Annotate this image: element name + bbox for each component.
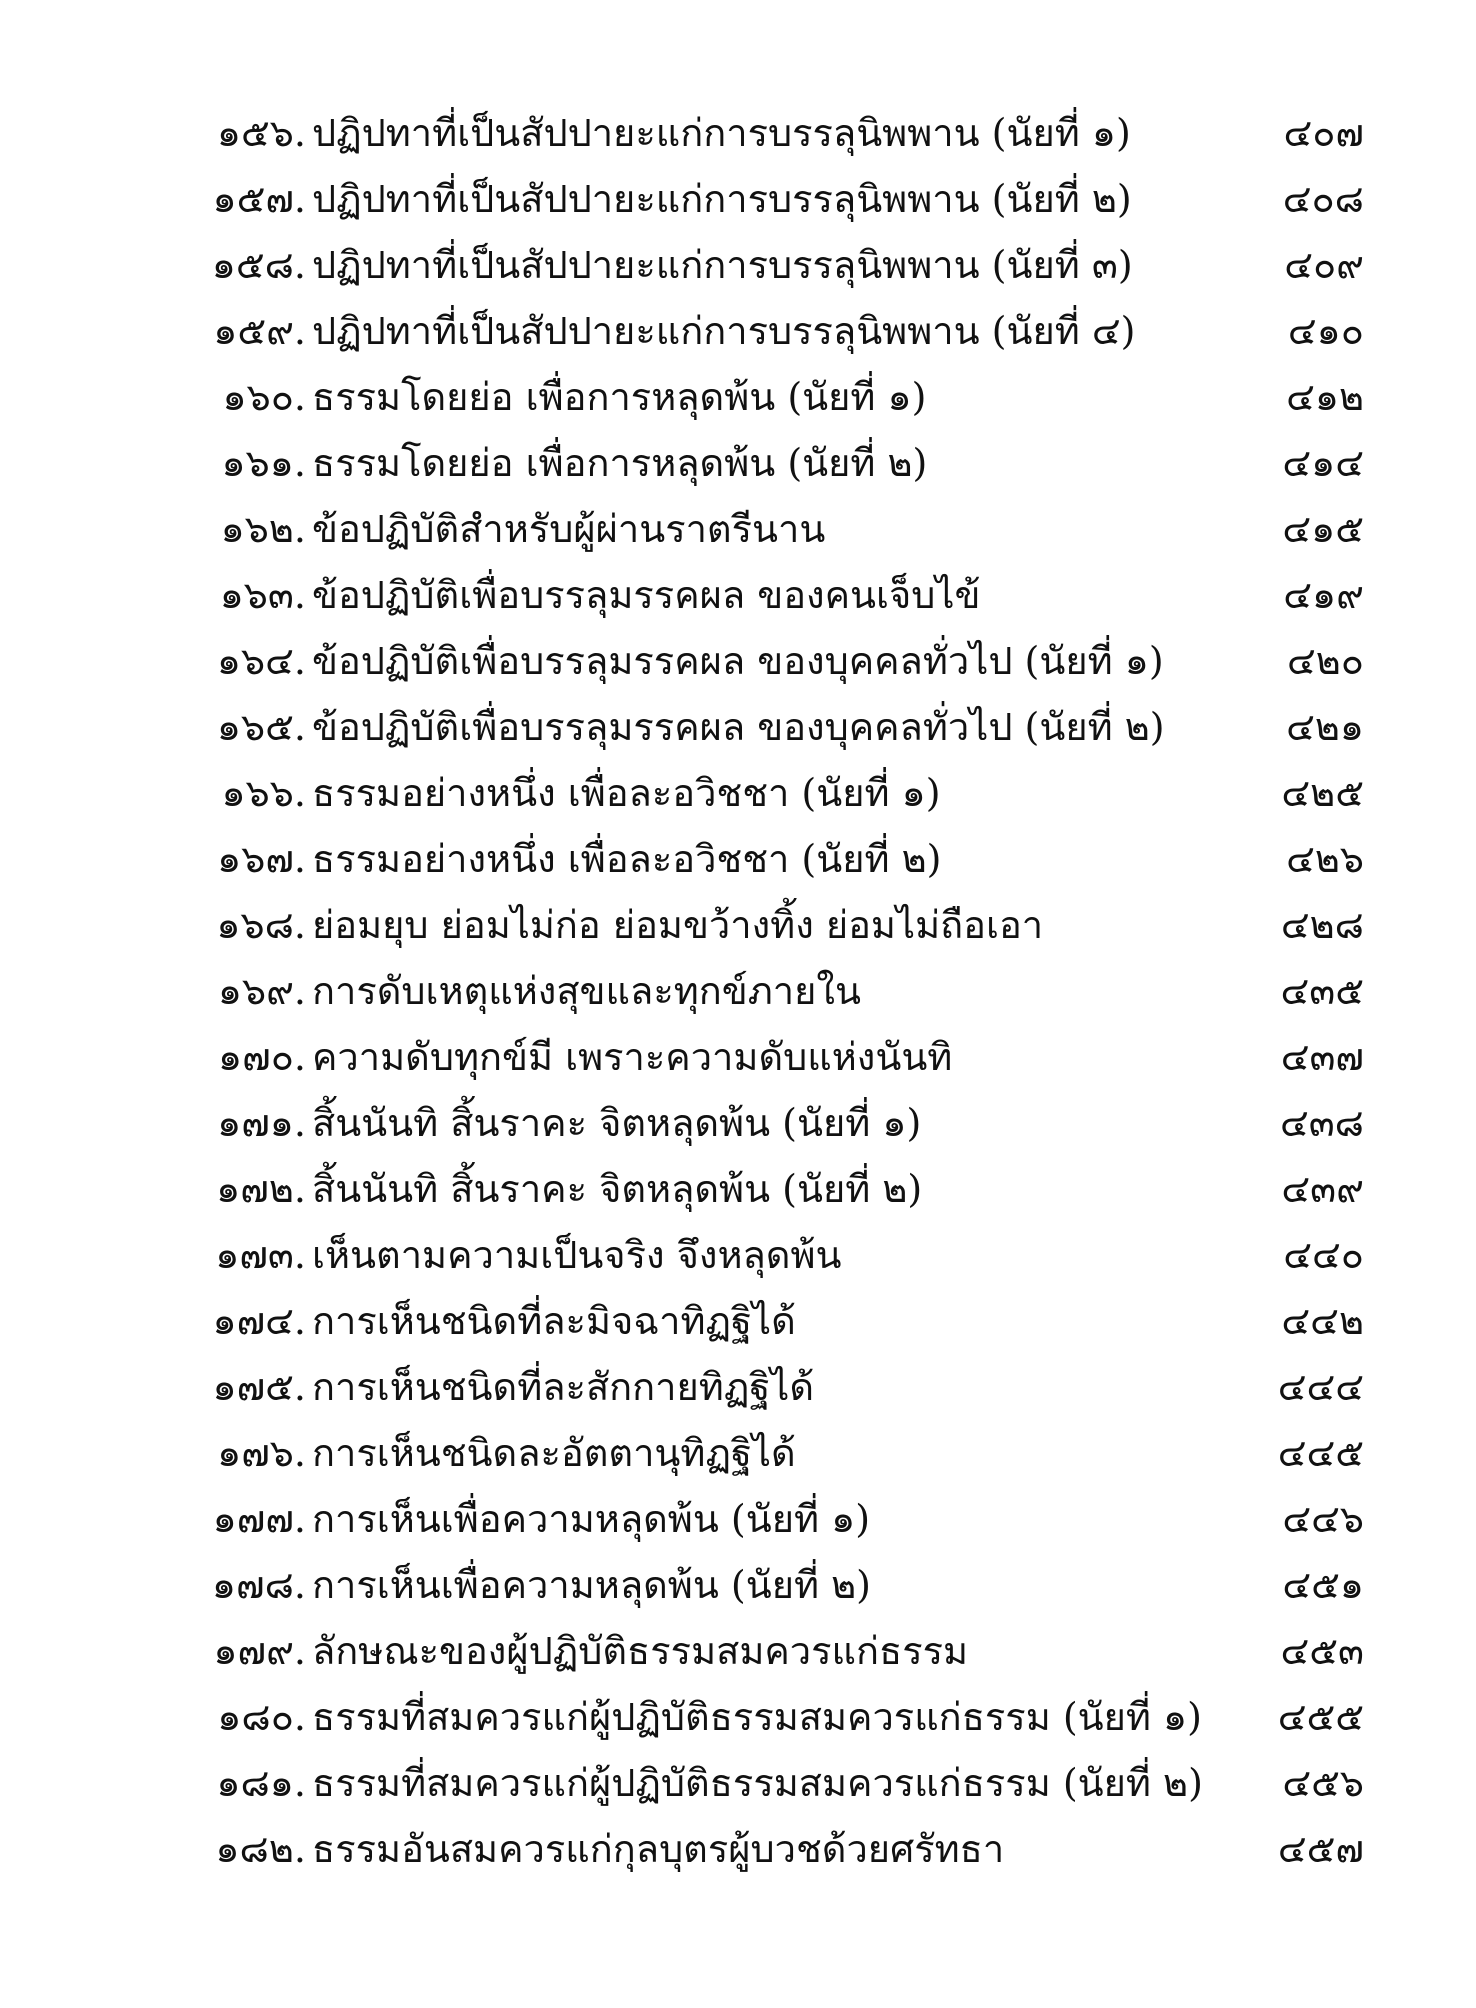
toc-entry-title: ข้อปฏิบัติเพื่อบรรลุมรรคผล ของคนเจ็บไข้ (312, 573, 981, 617)
toc-entry (0, 1618, 1476, 1684)
toc-entry-title: ธรรมที่สมควรแก่ผู้ปฏิบัติธรรมสมควรแก่ธรรม (นัยที่ ๒) (312, 1761, 1203, 1805)
toc-entry-title: การดับเหตุแห่งสุขและทุกข์ภายใน (312, 969, 861, 1013)
toc-entry-number: ๑๘๒. (215, 1827, 306, 1871)
toc-entry (0, 1420, 1476, 1486)
toc-entry-page-number: ๔๕๗ (1277, 1827, 1364, 1871)
toc-entry (0, 1354, 1476, 1420)
toc-entry-number: ๑๕๗. (212, 177, 306, 221)
toc-entry-number: ๑๗๕. (212, 1365, 306, 1409)
toc-entry-number: ๑๖๒. (220, 507, 306, 551)
toc-entry-title: ข้อปฏิบัติเพื่อบรรลุมรรคผล ของบุคคลทั่วไป (นัยที่ ๑) (312, 639, 1164, 683)
toc-entry-page-number: ๔๔๖ (1282, 1497, 1364, 1541)
toc-entry-number: ๑๘๐. (217, 1695, 306, 1739)
toc-entry-number: ๑๗๙. (213, 1629, 306, 1673)
toc-entry-page-number: ๔๑๔ (1282, 441, 1364, 485)
toc-entry-number: ๑๖๖. (221, 771, 306, 815)
toc-entry-title: ปฏิปทาที่เป็นสัปปายะแก่การบรรลุนิพพาน (นัยที่ ๔) (312, 309, 1136, 353)
toc-entry (0, 1486, 1476, 1552)
toc-entry-title: การเห็นเพื่อความหลุดพ้น (นัยที่ ๒) (312, 1563, 871, 1607)
toc-entry-number: ๑๘๑. (216, 1761, 306, 1805)
toc-entry-page-number: ๔๓๘ (1279, 1101, 1364, 1145)
toc-entry (0, 166, 1476, 232)
toc-entry-title: ปฏิปทาที่เป็นสัปปายะแก่การบรรลุนิพพาน (นัยที่ ๓) (312, 243, 1133, 287)
toc-entry (0, 1222, 1476, 1288)
toc-entry-number: ๑๕๖. (216, 111, 306, 155)
toc-entry-title: ธรรมที่สมควรแก่ผู้ปฏิบัติธรรมสมควรแก่ธรรม (นัยที่ ๑) (312, 1695, 1202, 1739)
toc-entry (0, 364, 1476, 430)
toc-entry-title: ปฏิปทาที่เป็นสัปปายะแก่การบรรลุนิพพาน (นัยที่ ๒) (312, 177, 1132, 221)
toc-entry-page-number: ๔๕๓ (1280, 1629, 1364, 1673)
toc-entry-number: ๑๕๙. (213, 309, 306, 353)
toc-entry (0, 562, 1476, 628)
toc-entry-title: ปฏิปทาที่เป็นสัปปายะแก่การบรรลุนิพพาน (นัยที่ ๑) (312, 111, 1131, 155)
toc-entry-title: สิ้นนันทิ สิ้นราคะ จิตหลุดพ้น (นัยที่ ๒) (312, 1167, 923, 1211)
toc-entry-title: การเห็นชนิดละอัตตานุทิฏฐิได้ (312, 1431, 796, 1475)
toc-entry-number: ๑๗๔. (212, 1299, 306, 1343)
toc-entry-number: ๑๗๒. (216, 1167, 306, 1211)
toc-entry-number: ๑๗๗. (212, 1497, 306, 1541)
toc-entry-number: ๑๖๐. (222, 375, 306, 419)
toc-entry-page-number: ๔๑๒ (1286, 375, 1364, 419)
toc-entry-page-number: ๔๓๙ (1281, 1167, 1364, 1211)
toc-entry-number: ๑๖๗. (217, 837, 306, 881)
toc-entry-number: ๑๗๑. (217, 1101, 306, 1145)
toc-entry-title: ธรรมอย่างหนึ่ง เพื่อละอวิชชา (นัยที่ ๒) (312, 837, 942, 881)
toc-entry-page-number: ๔๕๑ (1282, 1563, 1364, 1607)
toc-entry-page-number: ๔๔๒ (1281, 1299, 1364, 1343)
toc-entry-page-number: ๔๒๕ (1281, 771, 1364, 815)
toc-entry (0, 1750, 1476, 1816)
toc-entry (0, 100, 1476, 166)
toc-entry-number: ๑๖๙. (217, 969, 306, 1013)
toc-entry (0, 430, 1476, 496)
toc-entry (0, 1024, 1476, 1090)
toc-entry (0, 892, 1476, 958)
toc-entry-number: ๑๗๓. (215, 1233, 306, 1277)
toc-entry-number: ๑๕๘. (211, 243, 306, 287)
toc-entry-page-number: ๔๓๗ (1280, 1035, 1364, 1079)
toc-entry-title: ธรรมโดยย่อ เพื่อการหลุดพ้น (นัยที่ ๑) (312, 375, 927, 419)
toc-entry (0, 760, 1476, 826)
toc-entry-title: ลักษณะของผู้ปฏิบัติธรรมสมควรแก่ธรรม (312, 1629, 969, 1673)
toc-entry-page-number: ๔๐๗ (1283, 111, 1364, 155)
table-of-contents (0, 100, 1476, 1882)
toc-entry-page-number: ๔๔๔ (1277, 1365, 1364, 1409)
toc-entry (0, 1156, 1476, 1222)
toc-entry-title: ธรรมอย่างหนึ่ง เพื่อละอวิชชา (นัยที่ ๑) (312, 771, 941, 815)
toc-entry-number: ๑๗๐. (218, 1035, 306, 1079)
toc-entry (0, 1288, 1476, 1354)
toc-entry-page-number: ๔๔๐ (1283, 1233, 1364, 1277)
toc-entry (0, 628, 1476, 694)
toc-entry (0, 958, 1476, 1024)
toc-entry-page-number: ๔๒๐ (1286, 639, 1364, 683)
toc-entry-title: ธรรมอันสมควรแก่กุลบุตรผู้บวชด้วยศรัทธา (312, 1827, 1005, 1871)
toc-entry-page-number: ๔๒๘ (1280, 903, 1364, 947)
toc-entry-page-number: ๔๒๑ (1286, 705, 1364, 749)
toc-entry (0, 496, 1476, 562)
toc-entry-page-number: ๔๐๘ (1282, 177, 1364, 221)
toc-entry-page-number: ๔๐๙ (1284, 243, 1364, 287)
toc-entry-title: การเห็นชนิดที่ละสักกายทิฏฐิได้ (312, 1365, 815, 1409)
toc-entry-number: ๑๖๔. (216, 639, 306, 683)
toc-entry-page-number: ๔๔๕ (1277, 1431, 1364, 1475)
toc-entry-title: การเห็นชนิดที่ละมิจฉาทิฏฐิได้ (312, 1299, 796, 1343)
toc-entry (0, 298, 1476, 364)
toc-entry-title: สิ้นนันทิ สิ้นราคะ จิตหลุดพ้น (นัยที่ ๑) (312, 1101, 922, 1145)
toc-entry-title: ข้อปฏิบัติเพื่อบรรลุมรรคผล ของบุคคลทั่วไป (นัยที่ ๒) (312, 705, 1165, 749)
toc-entry-title: เห็นตามความเป็นจริง จึงหลุดพ้น (312, 1233, 842, 1277)
toc-entry-page-number: ๔๑๙ (1283, 573, 1364, 617)
toc-entry-page-number: ๔๑๐ (1287, 309, 1364, 353)
toc-entry (0, 1552, 1476, 1618)
toc-entry-page-number: ๔๕๖ (1282, 1761, 1364, 1805)
toc-entry-number: ๑๗๖. (217, 1431, 306, 1475)
toc-entry (0, 1090, 1476, 1156)
toc-entry (0, 1684, 1476, 1750)
toc-entry-number: ๑๖๘. (216, 903, 306, 947)
toc-entry-page-number: ๔๕๕ (1277, 1695, 1364, 1739)
toc-entry-title: การเห็นเพื่อความหลุดพ้น (นัยที่ ๑) (312, 1497, 871, 1541)
toc-entry-title: ข้อปฏิบัติสำหรับผู้ผ่านราตรีนาน (312, 507, 826, 551)
toc-entry-page-number: ๔๑๕ (1282, 507, 1364, 551)
toc-entry (0, 826, 1476, 892)
toc-entry-number: ๑๗๘. (211, 1563, 306, 1607)
toc-entry-number: ๑๖๑. (221, 441, 306, 485)
toc-entry-title: ธรรมโดยย่อ เพื่อการหลุดพ้น (นัยที่ ๒) (312, 441, 928, 485)
toc-entry-page-number: ๔๒๖ (1286, 837, 1364, 881)
toc-entry (0, 232, 1476, 298)
toc-entry (0, 1816, 1476, 1882)
toc-entry-title: ย่อมยุบ ย่อมไม่ก่อ ย่อมขว้างทิ้ง ย่อมไม่ถือเอา (312, 903, 1044, 947)
toc-entry (0, 694, 1476, 760)
toc-entry-number: ๑๖๓. (219, 573, 306, 617)
toc-entry-number: ๑๖๕. (216, 705, 306, 749)
toc-entry-title: ความดับทุกข์มี เพราะความดับแห่งนันทิ (312, 1035, 953, 1079)
toc-entry-page-number: ๔๓๕ (1280, 969, 1364, 1013)
